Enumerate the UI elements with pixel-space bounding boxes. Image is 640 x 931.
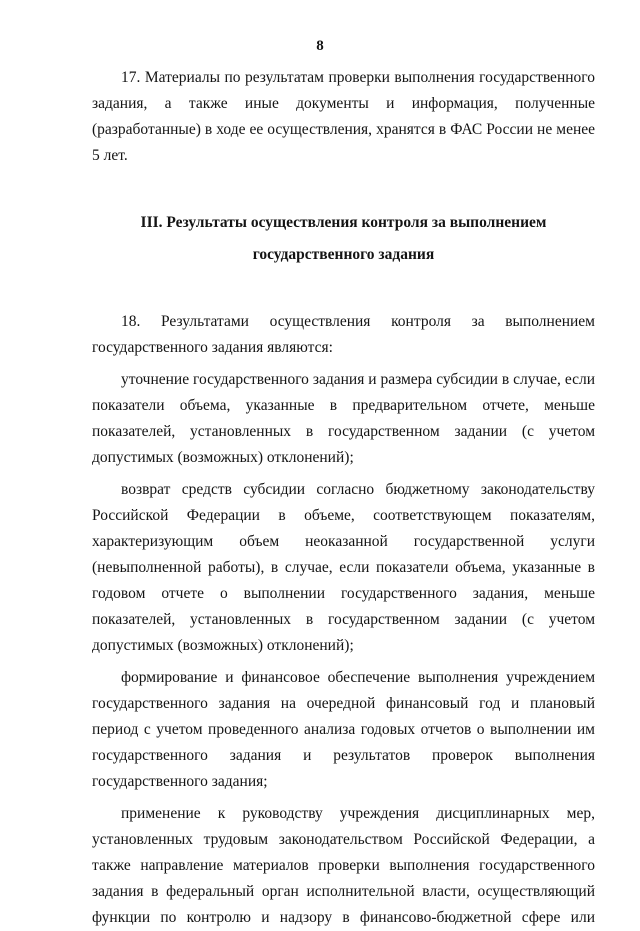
result-item-1: уточнение государственного задания и размера субсидии в случае, если показатели объема, указанные в предварительном отчете, меньше показателей, установленных в государственном задании (с учетом допустимых (возможных) отклонений); <box>92 371 595 466</box>
document-body <box>92 65 595 931</box>
section-heading-line-2: государственного задания <box>252 246 435 263</box>
section-heading-line-1: III. Результаты осуществления контроля за выполнением <box>140 214 547 231</box>
section-heading <box>92 207 595 271</box>
result-item-2: возврат средств субсидии согласно бюджетному законодательству Российской Федерации в объеме, соответствующем показателям, характеризующим объем неоказанной государственной услуги (невыполненной работы), в случае, если показатели объема, указанные в годовом отчете о выполнении государственного задания, меньше показателей, установленных в государственном задании (с учетом допустимых (возможных) отклонений); <box>92 481 595 654</box>
paragraph-17: 17. Материалы по результатам проверки выполнения государственного задания, а также иные документы и информация, полученные (разработанные) в ходе ее осуществления, хранятся в ФАС России не менее 5 лет. <box>92 69 595 164</box>
result-item-4: применение к руководству учреждения дисциплинарных мер, установленных трудовым законодательством Российской Федерации, а также направление материалов проверки выполнения государственного задания в федеральный орган исполнительной власти, осуществляющий функции по контролю и надзору в финансово-бюджетной сфере или <box>92 805 595 926</box>
paragraph-18: 18. Результатами осуществления контроля за выполнением государственного задания являются: <box>92 313 595 356</box>
result-item-3: формирование и финансовое обеспечение выполнения учреждением государственного задания на очередной финансовый год и плановый период с учетом проведенного анализа годовых отчетов о выполнении им государственного задания и результатов проверок выполнения государственного задания; <box>92 669 595 790</box>
page-number: 8 <box>316 38 324 54</box>
